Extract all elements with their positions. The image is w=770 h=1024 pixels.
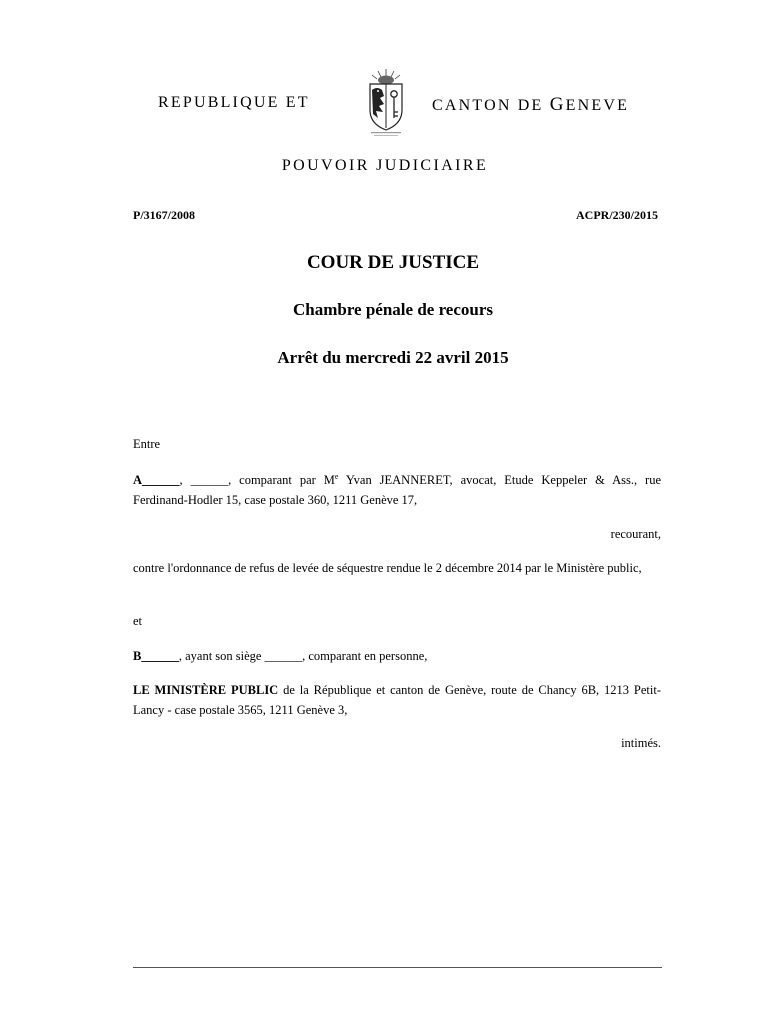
decision-reference: ACPR/230/2015	[576, 208, 658, 222]
decision-date-title: Arrêt du mercredi 22 avril 2015	[277, 348, 509, 367]
case-reference: P/3167/2008	[133, 208, 195, 222]
contre-paragraph: contre l'ordonnance de refus de levée de séquestre rendue le 2 décembre 2014 par le Ministère public,	[133, 561, 642, 575]
geneva-crest-icon	[361, 66, 411, 138]
party-b-paragraph: B______, ayant son siège ______, comparant en personne,	[133, 649, 428, 663]
party-a-name: A______	[133, 473, 180, 487]
chamber-title: Chambre pénale de recours	[292, 300, 494, 319]
et-label: et	[133, 614, 143, 628]
party-b-name: B______	[133, 649, 179, 663]
ministere-name: LE MINISTÈRE PUBLIC	[133, 683, 279, 697]
party-a-paragraph: A______, ______, comparant par Me Yvan JEANNERET, avocat, Etude Keppeler & Ass., rue Ferdinand-Hodler 15, case postale 360, 1211 Genève 17,	[133, 471, 661, 507]
pouvoir-judiciaire-heading: POUVOIR JUDICIAIRE	[281, 157, 489, 174]
entre-label: Entre	[133, 437, 161, 451]
footer-divider	[133, 967, 662, 968]
court-title: COUR DE JUSTICE	[306, 252, 480, 273]
recourant-label: recourant,	[610, 527, 661, 541]
ministere-paragraph: LE MINISTÈRE PUBLIC de la République et canton de Genève, route de Chancy 6B, 1213 Petit-Lancy - case postale 3565, 1211 Genève 3,	[133, 683, 662, 717]
letterhead-left: REPUBLIQUE ET	[158, 94, 310, 111]
intimes-label: intimés.	[621, 736, 661, 750]
letterhead-right: CANTON DE GENEVE	[432, 94, 630, 115]
